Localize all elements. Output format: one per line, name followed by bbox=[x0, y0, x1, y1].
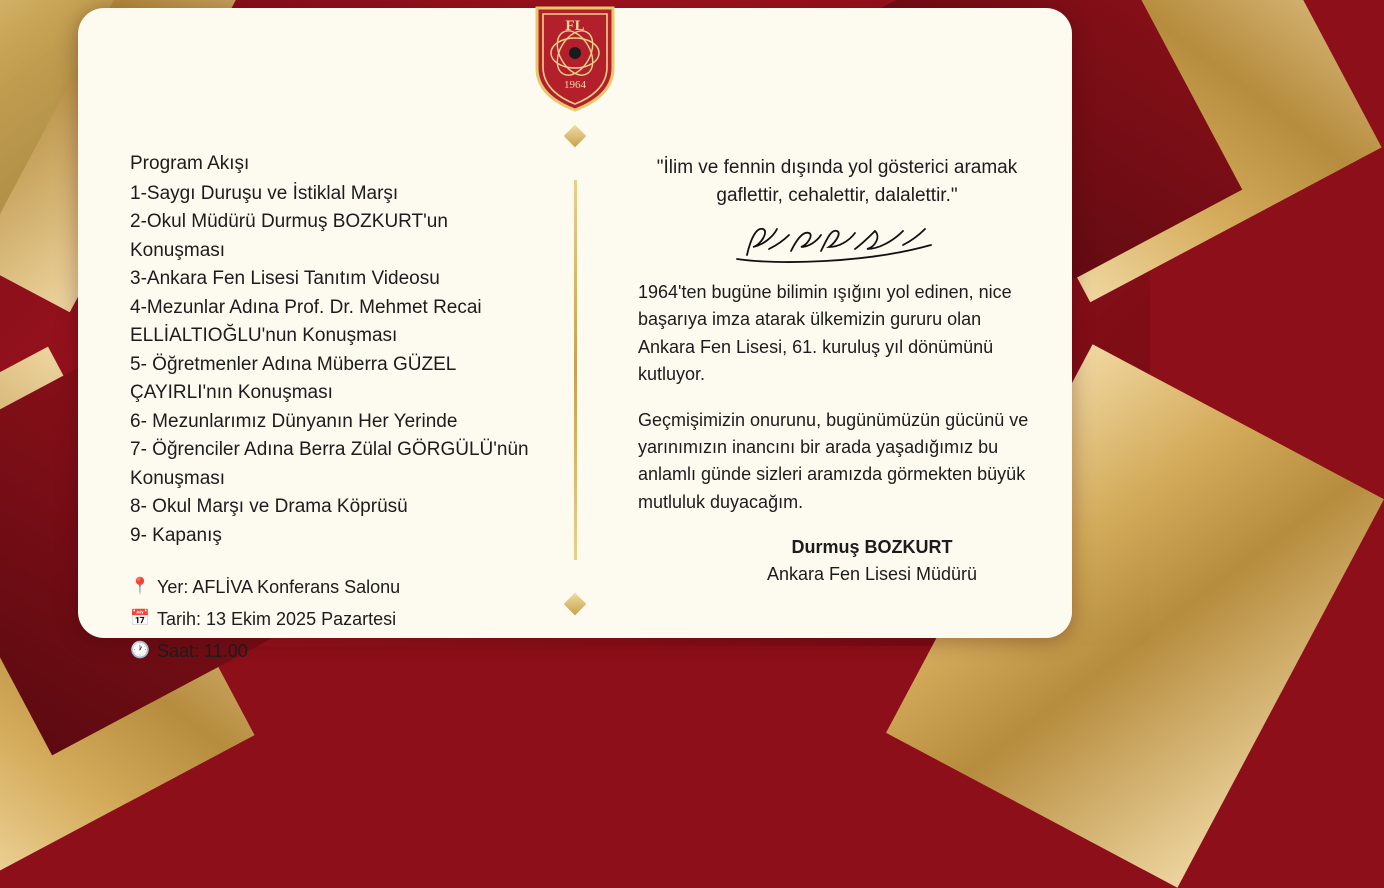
card-content bbox=[78, 120, 1072, 662]
program-title: Program Akışı bbox=[130, 153, 250, 174]
detail-time-text: Saat: 11.00 bbox=[157, 641, 248, 662]
divider-bar bbox=[574, 180, 577, 560]
divider-diamond-bottom bbox=[564, 593, 587, 616]
location-pin-icon: 📍 bbox=[130, 578, 150, 596]
quote-line-1: "İlim ve fennin dışında yol gösterici aramak bbox=[656, 157, 1018, 178]
program-item: 8- Okul Marşı ve Drama Köprüsü bbox=[130, 496, 408, 518]
message-column bbox=[602, 120, 1072, 620]
program-list bbox=[130, 180, 538, 551]
signoff-block bbox=[638, 534, 1036, 588]
signature-icon bbox=[717, 215, 957, 267]
signoff-name: Durmuş BOZKURT bbox=[791, 536, 953, 557]
invitation-card bbox=[78, 8, 1072, 662]
clock-icon: 🕐 bbox=[130, 642, 150, 660]
detail-date bbox=[130, 606, 538, 634]
event-details bbox=[130, 574, 538, 666]
principal-message bbox=[638, 279, 1036, 516]
program-item: 4-Mezunlar Adına Prof. Dr. Mehmet Recai ELLİALTIOĞLU'nun Konuşması bbox=[130, 296, 482, 347]
message-paragraph-2: Geçmişimizin onurunu, bugünümüzün gücünü ve yarınımızın inancını bir arada yaşadığımız bu anlamlı günde sizleri aramızda görmekten büyük mutluluk duyacağım. bbox=[638, 409, 1029, 512]
program-column bbox=[78, 120, 548, 662]
detail-venue bbox=[130, 574, 538, 602]
program-item: 3-Ankara Fen Lisesi Tanıtım Videosu bbox=[130, 268, 440, 290]
signoff-title: Ankara Fen Lisesi Müdürü bbox=[766, 563, 978, 584]
ataturk-quote bbox=[644, 154, 1030, 209]
calendar-icon: 📅 bbox=[130, 610, 150, 628]
program-item: 6- Mezunlarımız Dünyanın Her Yerinde bbox=[130, 410, 458, 432]
message-paragraph-1: 1964'ten bugüne bilimin ışığını yol edinen, nice başarıya imza atarak ülkemizin gururu olan Ankara Fen Lisesi, 61. kuruluş yıl dönümünü kutluyor. bbox=[638, 282, 1012, 385]
program-item: 2-Okul Müdürü Durmuş BOZKURT'un Konuşması bbox=[130, 211, 448, 261]
detail-time bbox=[130, 638, 538, 666]
program-item: 9- Kapanış bbox=[130, 524, 222, 546]
program-item: 7- Öğrenciler Adına Berra Zülal GÖRGÜLÜ'nün Konuşması bbox=[130, 439, 529, 489]
ataturk-signature bbox=[638, 215, 1036, 263]
divider-diamond-top bbox=[564, 125, 587, 148]
program-item: 1-Saygı Duruşu ve İstiklal Marşı bbox=[130, 182, 399, 204]
detail-date-text: Tarih: 13 Ekim 2025 Pazartesi bbox=[157, 609, 397, 630]
program-item: 5- Öğretmenler Adına Müberra GÜZEL ÇAYIRLI'nın Konuşması bbox=[130, 353, 456, 404]
school-crest-icon bbox=[531, 6, 619, 112]
quote-line-2: gaflettir, cehalettir, dalalettir." bbox=[716, 184, 958, 206]
crest-initials: FL bbox=[565, 18, 585, 34]
detail-venue-text: Yer: AFLİVA Konferans Salonu bbox=[157, 577, 401, 598]
vertical-divider bbox=[548, 120, 602, 620]
crest-year: 1964 bbox=[564, 79, 586, 91]
